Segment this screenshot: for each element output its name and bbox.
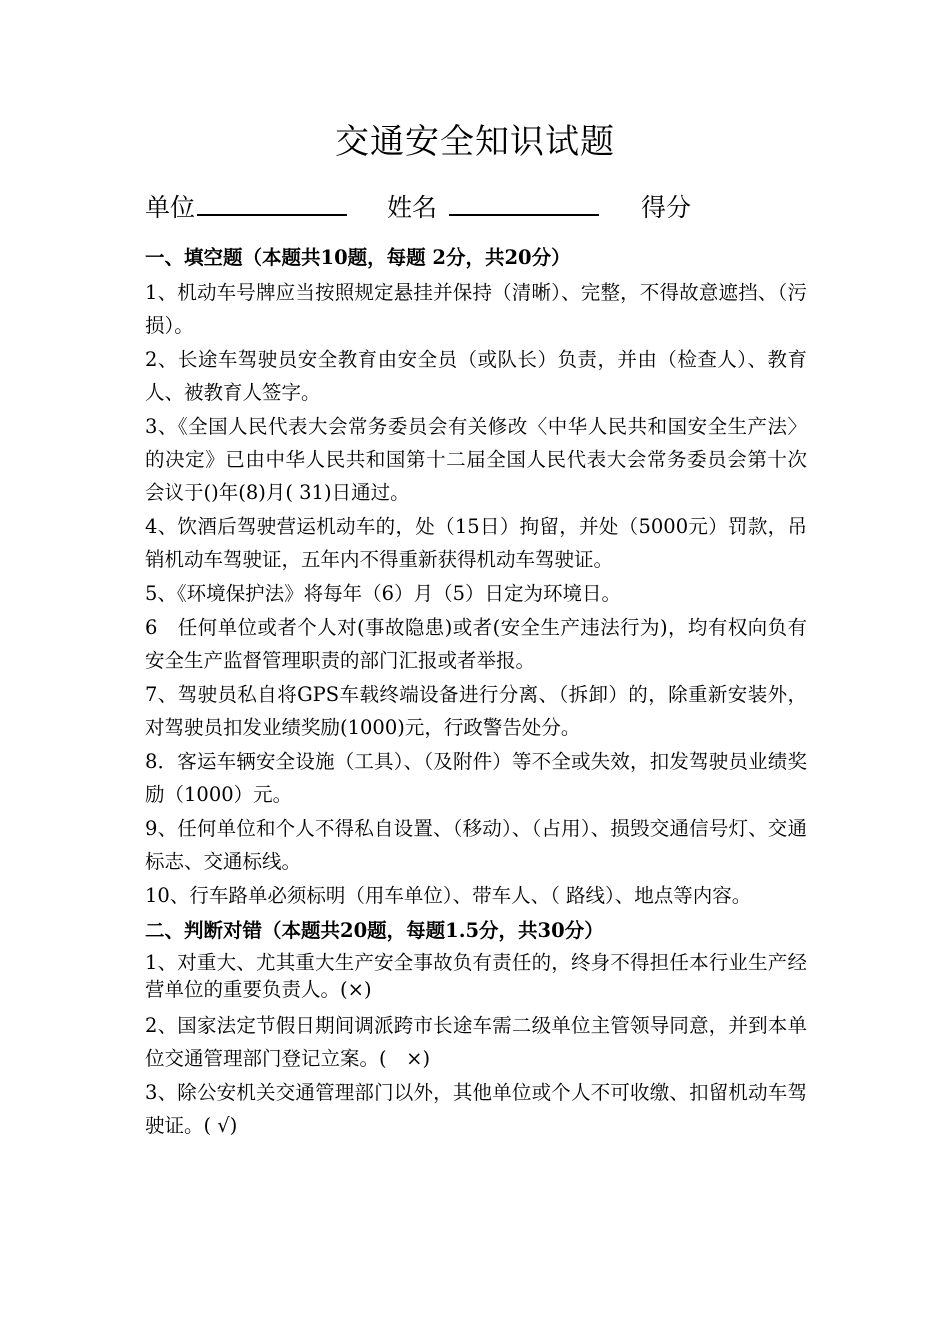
name-blank-line bbox=[449, 186, 599, 216]
score-label: 得分 bbox=[641, 193, 692, 222]
question-item: 3、《全国人民代表大会常务委员会有关修改〈中华人民共和国安全生产法〉的决定》已由中华人民共和国第十二届全国人民代表大会常务委员会第十次会议于()年(8)月( 31)日通过。 bbox=[145, 415, 807, 504]
question-item: 3、除公安机关交通管理部门以外，其他单位或个人不可收缴、扣留机动车驾驶证。( √) bbox=[145, 1081, 807, 1137]
question-item: 1、机动车号牌应当按照规定悬挂并保持（清晰）、完整，不得故意遮挡、（污损）。 bbox=[145, 281, 807, 337]
name-label: 姓名 bbox=[387, 193, 438, 222]
section-title-fill-blank: 一、填空题（本题共10题，每题 2分，共20分） bbox=[145, 246, 571, 269]
unit-blank-line bbox=[197, 186, 347, 216]
score-field bbox=[641, 186, 691, 230]
question-item: 8．客运车辆安全设施（工具）、（及附件）等不全或失效，扣发驾驶员业绩奖励（1000）元。 bbox=[145, 750, 807, 806]
question-item: 9、任何单位和个人不得私自设置、（移动）、（占用）、损毁交通信号灯、交通标志、交通标线。 bbox=[145, 817, 807, 873]
header-row bbox=[145, 186, 845, 230]
unit-field bbox=[145, 186, 347, 230]
question-item: 5、《环境保护法》将每年（6）月（5）日定为环境日。 bbox=[145, 582, 621, 605]
page-title: 交通安全知识试题 bbox=[335, 122, 615, 162]
question-item: 4、饮酒后驾驶营运机动车的，处（15日）拘留，并处（5000元）罚款，吊销机动车驾驶证，五年内不得重新获得机动车驾驶证。 bbox=[145, 515, 807, 571]
question-item: 2、长途车驾驶员安全教育由安全员（或队长）负责，并由（检查人）、教育人、被教育人签字。 bbox=[145, 348, 807, 404]
exam-content bbox=[145, 240, 807, 1143]
question-item: 1、对重大、尤其重大生产安全事故负有责任的，终身不得担任本行业生产经营单位的重要负责人。(×) bbox=[145, 951, 807, 1001]
question-item: 2、国家法定节假日期间调派跨市长途车需二级单位主管领导同意，并到本单位交通管理部门登记立案。( ×) bbox=[145, 1014, 807, 1070]
section-title-true-false: 二、判断对错（本题共20题，每题1.5分，共30分） bbox=[145, 919, 604, 942]
question-item: 10、行车路单必须标明（用车单位）、带车人、（ 路线）、地点等内容。 bbox=[145, 884, 752, 907]
unit-label: 单位 bbox=[145, 193, 196, 222]
question-item: 6 任何单位或者个人对(事故隐患)或者(安全生产违法行为)，均有权向负有安全生产监督管理职责的部门汇报或者举报。 bbox=[145, 616, 807, 672]
name-field bbox=[387, 186, 599, 230]
question-item: 7、驾驶员私自将GPS车载终端设备进行分离、（拆卸）的，除重新安装外，对驾驶员扣发业绩奖励(1000)元，行政警告处分。 bbox=[145, 683, 807, 739]
